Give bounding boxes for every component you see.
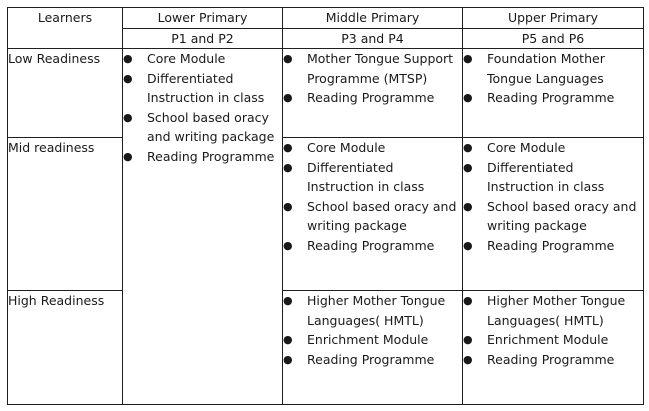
programme-text: Core Module (307, 140, 386, 155)
programme-text: Reading Programme (487, 351, 615, 367)
programme-text: Differentiated Instruction in class (147, 70, 265, 105)
programme-item (463, 158, 643, 197)
programme-text: Higher Mother Tongue Languages( HMTL) (487, 293, 626, 328)
bullet-icon: ● (463, 294, 473, 307)
programme-text: Foundation Mother Tongue Languages (487, 51, 605, 86)
programme-text: Core Module (487, 140, 566, 155)
high-middle-programmes (283, 291, 463, 405)
learners-header: Learners (8, 8, 123, 49)
programme-item (123, 49, 282, 69)
lower-primary-header: Lower Primary (123, 8, 283, 29)
programme-text: School based oracy and writing package (307, 198, 457, 233)
bullet-icon: ● (123, 71, 133, 85)
mid-upper-programmes (463, 138, 644, 291)
header-row (8, 8, 644, 29)
mid-middle-programmes (283, 138, 463, 291)
programme-item (123, 147, 282, 167)
programme-text: Mother Tongue Support Programme (MTSP) (307, 51, 454, 86)
bullet-icon: ● (283, 238, 293, 252)
programme-item (463, 88, 643, 108)
bullet-icon: ● (283, 160, 293, 174)
programme-text: Reading Programme (487, 237, 615, 253)
bullet-icon: ● (123, 52, 133, 65)
bullet-icon: ● (283, 294, 293, 307)
programme-item (283, 197, 462, 236)
programme-text: Differentiated Instruction in class (307, 159, 425, 194)
bullet-icon: ● (463, 141, 473, 154)
programme-item (463, 330, 643, 350)
programme-text: Reading Programme (487, 90, 615, 105)
programme-item (463, 350, 643, 370)
programme-text: Reading Programme (307, 351, 435, 367)
programme-text: Higher Mother Tongue Languages( HMTL) (307, 293, 446, 328)
upper-primary-header: Upper Primary (463, 8, 644, 29)
high-readiness-label: High Readiness (8, 291, 123, 405)
programme-item (463, 197, 643, 236)
programme-item (283, 236, 462, 256)
bullet-icon: ● (283, 199, 293, 213)
programme-text: Core Module (147, 51, 226, 66)
programme-text: Reading Programme (307, 90, 435, 105)
bullet-icon: ● (283, 352, 293, 366)
mid-readiness-row (8, 138, 644, 291)
programme-item (283, 138, 462, 158)
programme-item (283, 88, 462, 108)
programme-item (463, 291, 643, 330)
bullet-icon: ● (463, 91, 473, 104)
high-readiness-row (8, 291, 644, 405)
lower-primary-programmes (123, 49, 283, 405)
low-readiness-label: Low Readiness (8, 49, 123, 138)
low-readiness-row (8, 49, 644, 138)
programme-item (123, 69, 282, 108)
bullet-icon: ● (463, 238, 473, 252)
programme-item (463, 236, 643, 256)
bullet-icon: ● (463, 352, 473, 366)
programme-text: Enrichment Module (487, 332, 609, 347)
programme-text: Reading Programme (307, 237, 435, 253)
programme-item (123, 108, 282, 147)
upper-primary-levels: P5 and P6 (463, 28, 644, 49)
low-middle-programmes (283, 49, 463, 138)
bullet-icon: ● (283, 333, 293, 346)
bullet-icon: ● (463, 160, 473, 174)
programme-item (283, 330, 462, 350)
lower-primary-levels: P1 and P2 (123, 28, 283, 49)
programme-item (283, 350, 462, 370)
programme-text: Enrichment Module (307, 332, 429, 347)
bullet-icon: ● (283, 91, 293, 104)
programme-item (283, 49, 462, 88)
programme-item (283, 291, 462, 330)
bullet-icon: ● (283, 52, 293, 65)
mid-readiness-label: Mid readiness (8, 138, 123, 291)
programme-text: Differentiated Instruction in class (487, 159, 605, 194)
programme-item (463, 49, 643, 88)
low-upper-programmes (463, 49, 644, 138)
bullet-icon: ● (463, 52, 473, 65)
programme-text: School based oracy and writing package (487, 198, 637, 233)
middle-primary-levels: P3 and P4 (283, 28, 463, 49)
programme-text: School based oracy and writing package (147, 109, 275, 144)
programme-text: Reading Programme (147, 148, 275, 164)
bullet-icon: ● (463, 333, 473, 346)
bullet-icon: ● (283, 141, 293, 154)
bullet-icon: ● (123, 110, 133, 124)
bullet-icon: ● (123, 149, 133, 163)
bullet-icon: ● (463, 199, 473, 213)
programme-item (463, 138, 643, 158)
programme-item (283, 158, 462, 197)
readiness-table (7, 7, 644, 405)
high-upper-programmes (463, 291, 644, 405)
middle-primary-header: Middle Primary (283, 8, 463, 29)
